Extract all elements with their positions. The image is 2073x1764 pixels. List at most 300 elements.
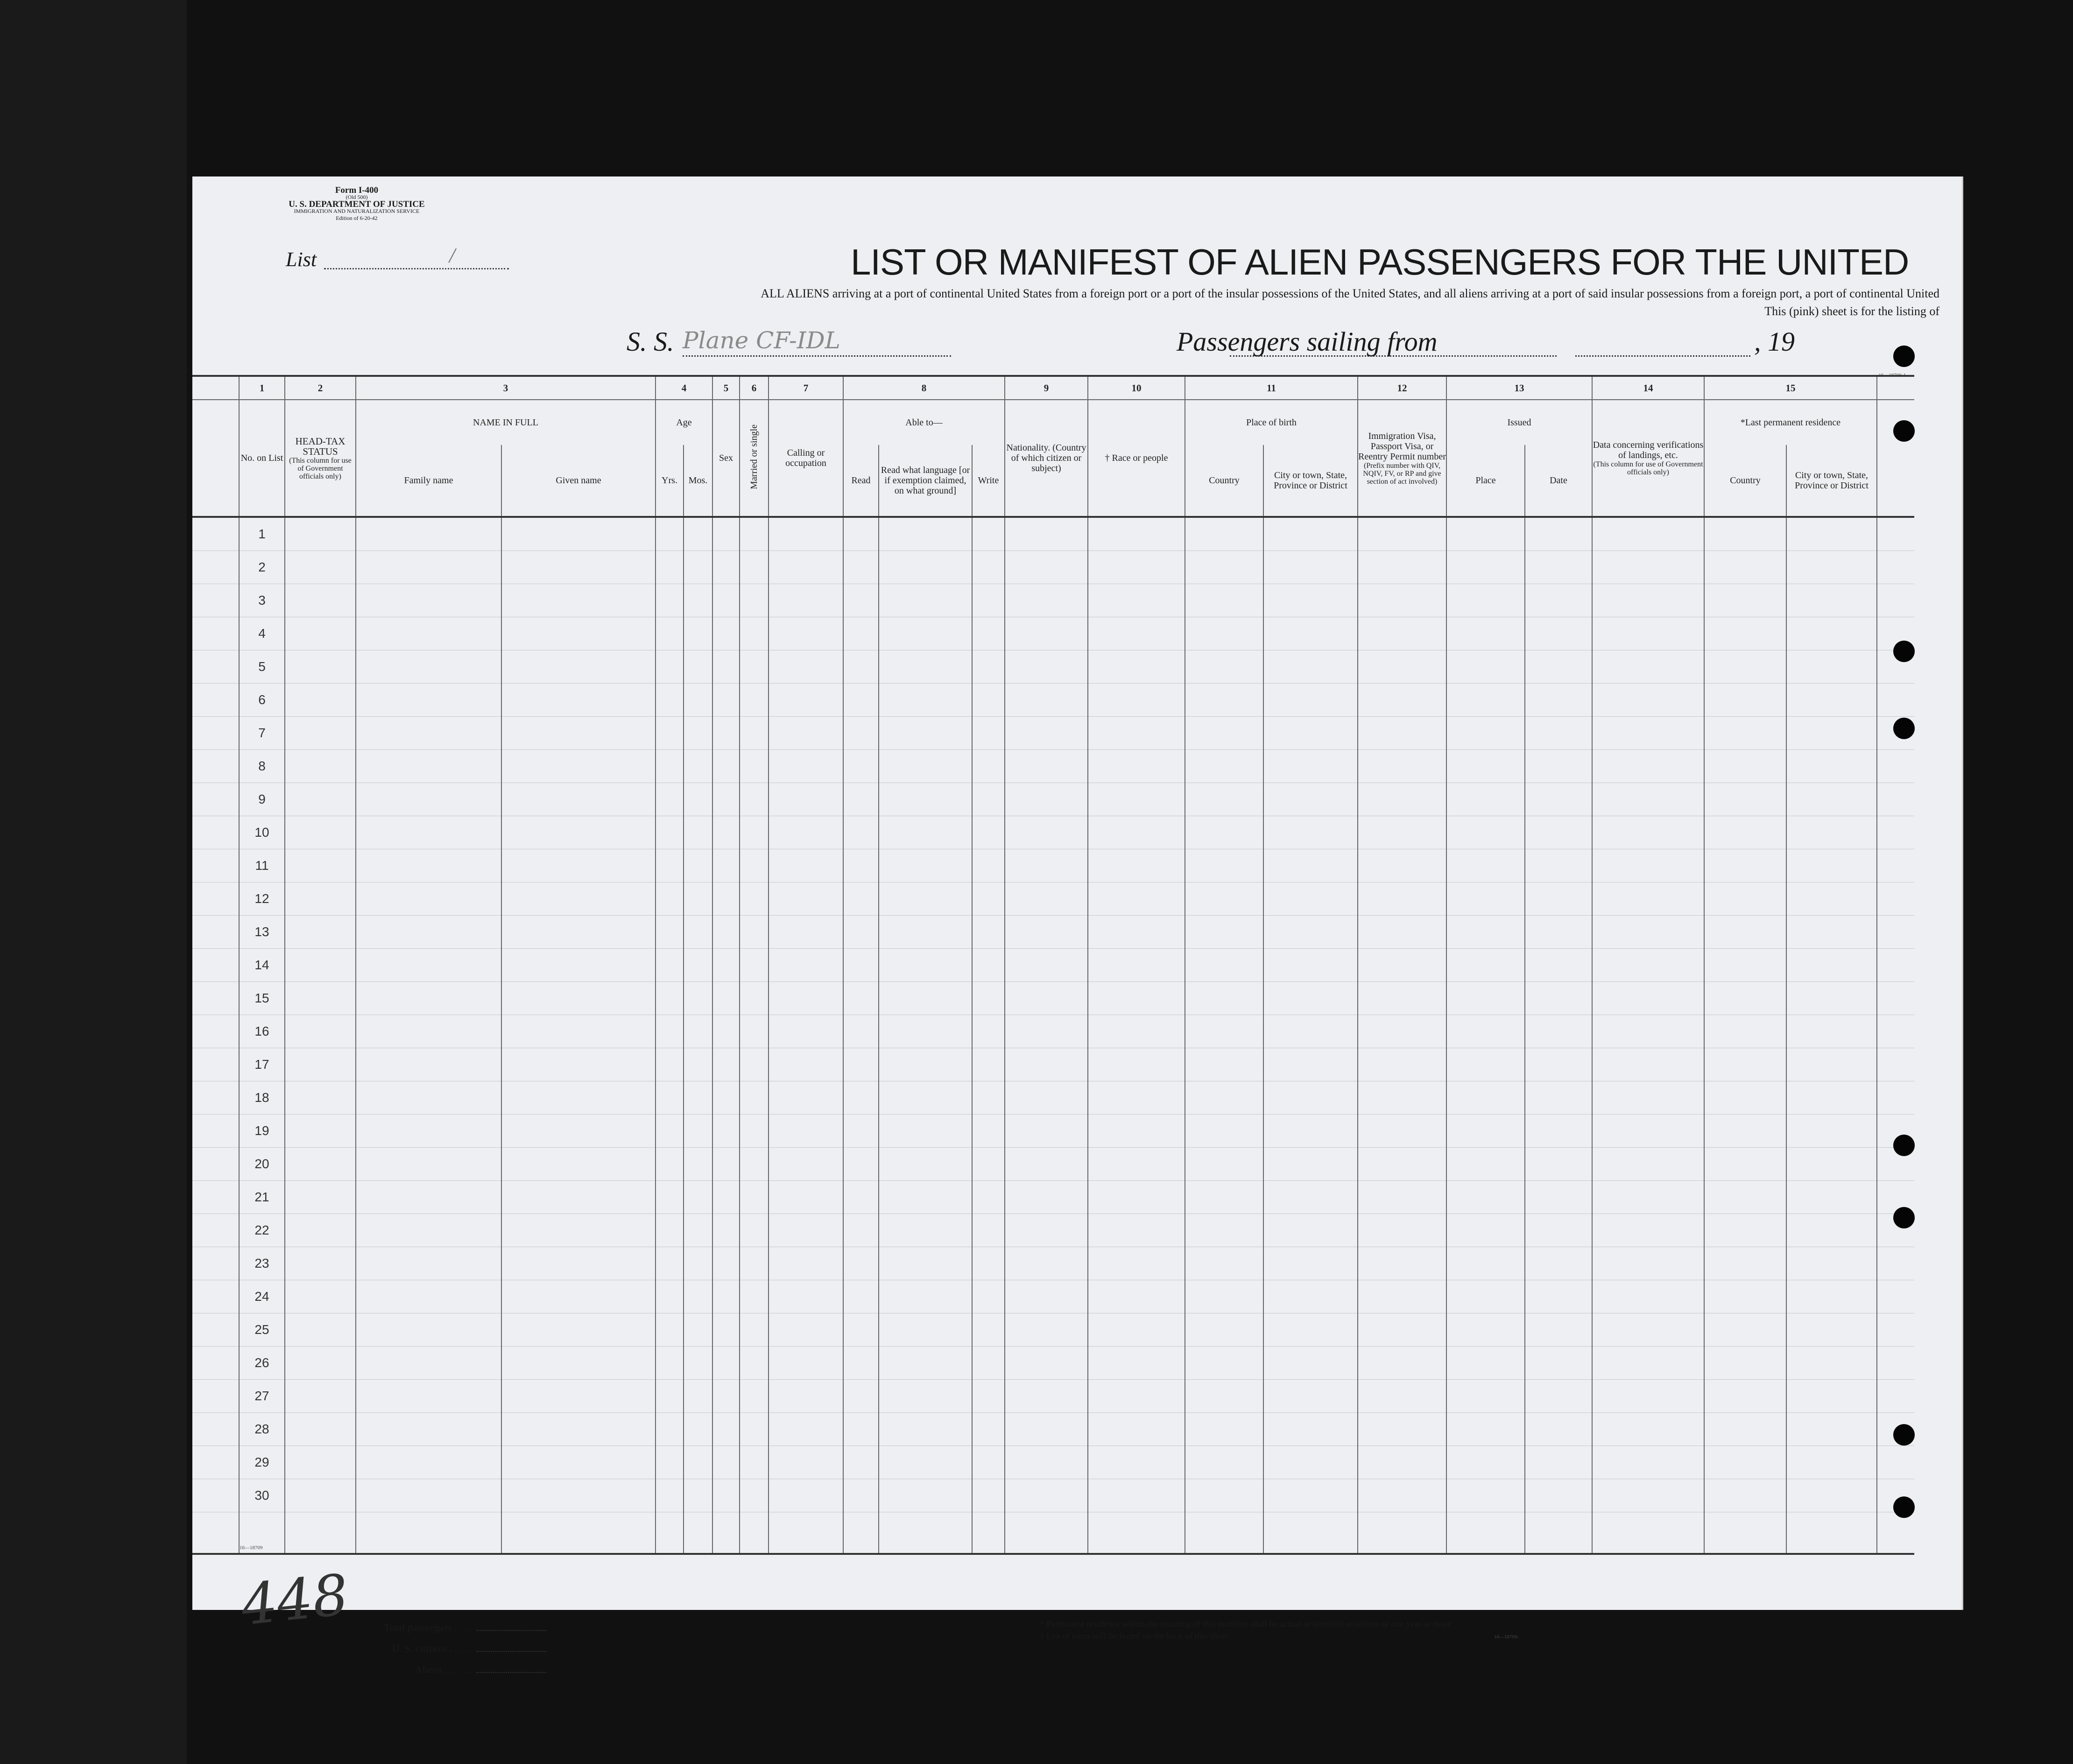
table-cell[interactable] (1525, 750, 1592, 783)
table-cell[interactable] (1358, 1280, 1446, 1313)
table-cell[interactable] (972, 1413, 1005, 1446)
table-cell[interactable] (1263, 1214, 1358, 1247)
table-cell[interactable] (712, 816, 740, 849)
table-cell[interactable] (972, 584, 1005, 617)
table-cell[interactable] (501, 1479, 656, 1512)
table-cell[interactable] (740, 584, 769, 617)
table-cell[interactable] (843, 750, 879, 783)
table-cell[interactable] (1525, 617, 1592, 650)
table-cell[interactable] (1786, 1015, 1877, 1048)
table-cell[interactable] (879, 1280, 972, 1313)
table-cell[interactable] (1088, 1148, 1185, 1181)
table-cell[interactable] (1185, 916, 1263, 949)
table-cell[interactable] (1088, 584, 1185, 617)
table-cell[interactable] (972, 1148, 1005, 1181)
table-cell[interactable] (879, 783, 972, 816)
table-cell[interactable] (740, 717, 769, 750)
table-cell[interactable] (1185, 882, 1263, 916)
table-cell[interactable] (1185, 617, 1263, 650)
table-cell[interactable] (1185, 1048, 1263, 1081)
table-cell[interactable] (1185, 1446, 1263, 1479)
table-cell[interactable] (1358, 584, 1446, 617)
table-cell[interactable] (740, 1081, 769, 1115)
table-cell[interactable] (879, 1015, 972, 1048)
table-cell[interactable] (285, 1081, 356, 1115)
table-cell[interactable] (656, 1380, 684, 1413)
table-cell[interactable] (769, 882, 843, 916)
table-cell[interactable] (843, 551, 879, 584)
table-cell[interactable] (1446, 1413, 1525, 1446)
table-cell[interactable] (656, 916, 684, 949)
table-cell[interactable] (1525, 816, 1592, 849)
table-cell[interactable] (712, 1413, 740, 1446)
table-cell[interactable] (769, 1380, 843, 1413)
table-cell[interactable] (656, 816, 684, 849)
table-cell[interactable] (1704, 849, 1786, 882)
table-cell[interactable] (843, 650, 879, 684)
table-cell[interactable] (879, 1148, 972, 1181)
table-cell[interactable] (684, 1446, 712, 1479)
table-cell[interactable] (684, 882, 712, 916)
table-cell[interactable] (501, 1313, 656, 1347)
table-cell[interactable] (740, 617, 769, 650)
table-cell[interactable] (972, 1479, 1005, 1512)
table-cell[interactable] (1263, 849, 1358, 882)
table-cell[interactable] (501, 1148, 656, 1181)
table-cell[interactable] (740, 1413, 769, 1446)
table-cell[interactable] (1185, 1479, 1263, 1512)
table-cell[interactable] (1263, 551, 1358, 584)
table-cell[interactable] (1358, 982, 1446, 1015)
table-cell[interactable] (1786, 1446, 1877, 1479)
table-cell[interactable] (684, 750, 712, 783)
table-cell[interactable] (501, 717, 656, 750)
table-cell[interactable] (1263, 717, 1358, 750)
table-cell[interactable] (843, 849, 879, 882)
table-cell[interactable] (843, 1380, 879, 1413)
table-cell[interactable] (769, 1214, 843, 1247)
table-cell[interactable] (879, 1313, 972, 1347)
table-cell[interactable] (1704, 1081, 1786, 1115)
table-cell[interactable] (1786, 650, 1877, 684)
table-cell[interactable] (972, 1247, 1005, 1280)
table-cell[interactable] (1358, 783, 1446, 816)
table-cell[interactable] (972, 717, 1005, 750)
table-cell[interactable] (843, 1081, 879, 1115)
table-cell[interactable] (1704, 750, 1786, 783)
table-cell[interactable] (843, 1313, 879, 1347)
table-cell[interactable] (501, 816, 656, 849)
table-cell[interactable] (1088, 650, 1185, 684)
table-cell[interactable] (843, 584, 879, 617)
table-cell[interactable] (769, 1115, 843, 1148)
table-cell[interactable] (1704, 1280, 1786, 1313)
table-cell[interactable] (1263, 1479, 1358, 1512)
table-cell[interactable] (656, 949, 684, 982)
table-cell[interactable] (1592, 750, 1704, 783)
table-cell[interactable] (285, 650, 356, 684)
table-cell[interactable] (1786, 1181, 1877, 1214)
table-cell[interactable] (285, 1280, 356, 1313)
table-cell[interactable] (879, 1479, 972, 1512)
table-cell[interactable] (712, 849, 740, 882)
table-cell[interactable] (1005, 982, 1088, 1015)
table-cell[interactable] (972, 1214, 1005, 1247)
table-cell[interactable] (1592, 717, 1704, 750)
table-cell[interactable] (684, 1347, 712, 1380)
table-cell[interactable] (285, 551, 356, 584)
table-cell[interactable] (712, 1148, 740, 1181)
table-cell[interactable] (1185, 1081, 1263, 1115)
table-cell[interactable] (769, 916, 843, 949)
table-cell[interactable] (1005, 1347, 1088, 1380)
table-cell[interactable] (1185, 783, 1263, 816)
table-cell[interactable] (1263, 1081, 1358, 1115)
table-cell[interactable] (1704, 1347, 1786, 1380)
table-cell[interactable] (843, 1214, 879, 1247)
table-cell[interactable] (879, 1380, 972, 1413)
table-cell[interactable] (356, 584, 501, 617)
table-cell[interactable] (1005, 916, 1088, 949)
table-cell[interactable] (712, 517, 740, 551)
table-cell[interactable] (1525, 1347, 1592, 1380)
table-cell[interactable] (769, 650, 843, 684)
table-cell[interactable] (1592, 1048, 1704, 1081)
table-cell[interactable] (1263, 816, 1358, 849)
table-cell[interactable] (1525, 1181, 1592, 1214)
table-cell[interactable] (1263, 684, 1358, 717)
table-cell[interactable] (1592, 1148, 1704, 1181)
table-cell[interactable] (843, 1048, 879, 1081)
table-cell[interactable] (1088, 882, 1185, 916)
table-cell[interactable] (1704, 1181, 1786, 1214)
table-cell[interactable] (769, 1148, 843, 1181)
table-cell[interactable] (285, 584, 356, 617)
table-cell[interactable] (1786, 1347, 1877, 1380)
table-cell[interactable] (740, 1115, 769, 1148)
table-cell[interactable] (1525, 1413, 1592, 1446)
table-cell[interactable] (285, 1479, 356, 1512)
table-cell[interactable] (1088, 849, 1185, 882)
table-cell[interactable] (1525, 584, 1592, 617)
table-cell[interactable] (285, 1214, 356, 1247)
table-cell[interactable] (1592, 1247, 1704, 1280)
table-cell[interactable] (356, 1380, 501, 1413)
table-cell[interactable] (1005, 816, 1088, 849)
table-cell[interactable] (1786, 816, 1877, 849)
table-cell[interactable] (769, 1313, 843, 1347)
table-cell[interactable] (1088, 816, 1185, 849)
table-cell[interactable] (972, 1380, 1005, 1413)
table-cell[interactable] (1446, 1280, 1525, 1313)
table-cell[interactable] (1704, 650, 1786, 684)
table-cell[interactable] (1786, 1280, 1877, 1313)
table-cell[interactable] (972, 783, 1005, 816)
table-cell[interactable] (501, 1048, 656, 1081)
table-cell[interactable] (501, 1446, 656, 1479)
table-cell[interactable] (285, 982, 356, 1015)
table-cell[interactable] (1005, 1313, 1088, 1347)
table-cell[interactable] (1525, 882, 1592, 916)
table-cell[interactable] (1704, 1380, 1786, 1413)
table-cell[interactable] (1592, 1015, 1704, 1048)
table-cell[interactable] (1592, 1446, 1704, 1479)
table-cell[interactable] (656, 1181, 684, 1214)
table-cell[interactable] (1446, 617, 1525, 650)
table-cell[interactable] (843, 717, 879, 750)
table-cell[interactable] (1088, 1347, 1185, 1380)
table-cell[interactable] (684, 1214, 712, 1247)
table-cell[interactable] (356, 1347, 501, 1380)
table-cell[interactable] (1005, 551, 1088, 584)
table-cell[interactable] (1525, 1313, 1592, 1347)
table-cell[interactable] (656, 1313, 684, 1347)
table-cell[interactable] (1786, 617, 1877, 650)
table-cell[interactable] (1525, 1048, 1592, 1081)
table-cell[interactable] (1088, 1280, 1185, 1313)
table-cell[interactable] (1088, 1247, 1185, 1280)
table-cell[interactable] (740, 517, 769, 551)
table-cell[interactable] (1185, 1214, 1263, 1247)
table-cell[interactable] (843, 1015, 879, 1048)
table-cell[interactable] (769, 1015, 843, 1048)
table-cell[interactable] (843, 1181, 879, 1214)
table-cell[interactable] (501, 1015, 656, 1048)
table-cell[interactable] (1185, 1280, 1263, 1313)
table-cell[interactable] (656, 882, 684, 916)
table-cell[interactable] (1358, 916, 1446, 949)
table-cell[interactable] (1185, 1148, 1263, 1181)
table-cell[interactable] (879, 849, 972, 882)
table-cell[interactable] (1263, 1247, 1358, 1280)
table-cell[interactable] (712, 684, 740, 717)
table-cell[interactable] (1358, 517, 1446, 551)
table-cell[interactable] (1704, 1313, 1786, 1347)
table-cell[interactable] (684, 1148, 712, 1181)
table-cell[interactable] (1704, 1446, 1786, 1479)
table-cell[interactable] (684, 1380, 712, 1413)
table-cell[interactable] (712, 717, 740, 750)
table-cell[interactable] (1592, 684, 1704, 717)
table-cell[interactable] (712, 1048, 740, 1081)
table-cell[interactable] (712, 551, 740, 584)
table-cell[interactable] (656, 551, 684, 584)
table-cell[interactable] (1592, 1081, 1704, 1115)
table-cell[interactable] (740, 1015, 769, 1048)
table-cell[interactable] (879, 1214, 972, 1247)
table-cell[interactable] (356, 650, 501, 684)
table-cell[interactable] (1525, 1479, 1592, 1512)
table-cell[interactable] (1525, 1015, 1592, 1048)
table-cell[interactable] (1005, 517, 1088, 551)
table-cell[interactable] (356, 949, 501, 982)
table-cell[interactable] (684, 617, 712, 650)
table-cell[interactable] (879, 717, 972, 750)
table-cell[interactable] (1358, 1015, 1446, 1048)
table-cell[interactable] (501, 750, 656, 783)
table-cell[interactable] (1525, 849, 1592, 882)
table-cell[interactable] (1185, 517, 1263, 551)
table-cell[interactable] (1786, 949, 1877, 982)
table-cell[interactable] (1088, 1380, 1185, 1413)
table-cell[interactable] (656, 1148, 684, 1181)
table-cell[interactable] (1263, 517, 1358, 551)
table-cell[interactable] (740, 1048, 769, 1081)
table-cell[interactable] (1263, 1148, 1358, 1181)
table-cell[interactable] (972, 1015, 1005, 1048)
table-cell[interactable] (656, 1280, 684, 1313)
table-cell[interactable] (1088, 1214, 1185, 1247)
table-cell[interactable] (656, 617, 684, 650)
table-cell[interactable] (1592, 1313, 1704, 1347)
table-cell[interactable] (1005, 1214, 1088, 1247)
table-cell[interactable] (501, 1115, 656, 1148)
table-cell[interactable] (879, 1081, 972, 1115)
table-cell[interactable] (356, 916, 501, 949)
table-cell[interactable] (769, 1280, 843, 1313)
table-cell[interactable] (769, 949, 843, 982)
table-cell[interactable] (656, 1081, 684, 1115)
table-cell[interactable] (769, 1081, 843, 1115)
table-cell[interactable] (285, 849, 356, 882)
table-cell[interactable] (656, 717, 684, 750)
table-cell[interactable] (1446, 1048, 1525, 1081)
table-cell[interactable] (285, 949, 356, 982)
table-cell[interactable] (769, 1247, 843, 1280)
table-cell[interactable] (1592, 949, 1704, 982)
table-cell[interactable] (1592, 1181, 1704, 1214)
table-cell[interactable] (1704, 1115, 1786, 1148)
table-cell[interactable] (1592, 551, 1704, 584)
table-cell[interactable] (843, 1479, 879, 1512)
table-cell[interactable] (656, 517, 684, 551)
table-cell[interactable] (843, 1247, 879, 1280)
table-cell[interactable] (501, 517, 656, 551)
table-cell[interactable] (285, 1313, 356, 1347)
table-cell[interactable] (972, 882, 1005, 916)
table-cell[interactable] (769, 816, 843, 849)
table-cell[interactable] (712, 1181, 740, 1214)
table-cell[interactable] (1704, 684, 1786, 717)
table-cell[interactable] (769, 1181, 843, 1214)
table-cell[interactable] (1088, 1015, 1185, 1048)
table-cell[interactable] (684, 949, 712, 982)
table-cell[interactable] (501, 1247, 656, 1280)
table-cell[interactable] (1446, 1181, 1525, 1214)
table-cell[interactable] (1358, 949, 1446, 982)
table-cell[interactable] (972, 849, 1005, 882)
table-cell[interactable] (843, 982, 879, 1015)
table-cell[interactable] (879, 517, 972, 551)
table-cell[interactable] (1704, 882, 1786, 916)
table-cell[interactable] (1088, 1048, 1185, 1081)
table-cell[interactable] (1263, 1380, 1358, 1413)
table-cell[interactable] (879, 650, 972, 684)
table-cell[interactable] (285, 1048, 356, 1081)
table-cell[interactable] (712, 1347, 740, 1380)
table-cell[interactable] (1358, 1446, 1446, 1479)
table-cell[interactable] (1358, 551, 1446, 584)
table-cell[interactable] (1525, 1214, 1592, 1247)
table-cell[interactable] (285, 1115, 356, 1148)
table-cell[interactable] (740, 750, 769, 783)
table-cell[interactable] (1446, 1313, 1525, 1347)
table-cell[interactable] (1088, 982, 1185, 1015)
table-cell[interactable] (1358, 1181, 1446, 1214)
table-cell[interactable] (356, 750, 501, 783)
table-cell[interactable] (356, 1280, 501, 1313)
table-cell[interactable] (1446, 1479, 1525, 1512)
table-cell[interactable] (1005, 650, 1088, 684)
table-cell[interactable] (1185, 1347, 1263, 1380)
table-cell[interactable] (1185, 1115, 1263, 1148)
table-cell[interactable] (843, 1446, 879, 1479)
table-cell[interactable] (1005, 783, 1088, 816)
table-cell[interactable] (1525, 783, 1592, 816)
table-cell[interactable] (769, 584, 843, 617)
table-cell[interactable] (1786, 1148, 1877, 1181)
table-cell[interactable] (1358, 1479, 1446, 1512)
table-cell[interactable] (656, 1347, 684, 1380)
table-cell[interactable] (712, 1015, 740, 1048)
table-cell[interactable] (1263, 1181, 1358, 1214)
table-cell[interactable] (1446, 684, 1525, 717)
table-cell[interactable] (740, 1380, 769, 1413)
table-cell[interactable] (769, 849, 843, 882)
table-cell[interactable] (684, 1081, 712, 1115)
table-cell[interactable] (740, 982, 769, 1015)
table-cell[interactable] (501, 783, 656, 816)
table-cell[interactable] (1185, 684, 1263, 717)
table-cell[interactable] (1525, 949, 1592, 982)
table-cell[interactable] (1592, 1380, 1704, 1413)
table-cell[interactable] (684, 684, 712, 717)
table-cell[interactable] (879, 1048, 972, 1081)
table-cell[interactable] (656, 1247, 684, 1280)
table-cell[interactable] (972, 1446, 1005, 1479)
table-cell[interactable] (1358, 650, 1446, 684)
table-cell[interactable] (843, 816, 879, 849)
table-cell[interactable] (843, 617, 879, 650)
table-cell[interactable] (1358, 684, 1446, 717)
table-cell[interactable] (1358, 617, 1446, 650)
table-cell[interactable] (879, 1413, 972, 1446)
table-cell[interactable] (1005, 584, 1088, 617)
table-cell[interactable] (501, 1081, 656, 1115)
table-cell[interactable] (656, 750, 684, 783)
table-cell[interactable] (1704, 551, 1786, 584)
table-cell[interactable] (356, 783, 501, 816)
table-cell[interactable] (1088, 1479, 1185, 1512)
table-cell[interactable] (1005, 717, 1088, 750)
table-cell[interactable] (1525, 551, 1592, 584)
table-cell[interactable] (712, 949, 740, 982)
table-cell[interactable] (1088, 783, 1185, 816)
table-cell[interactable] (972, 1347, 1005, 1380)
table-cell[interactable] (1786, 750, 1877, 783)
table-cell[interactable] (1185, 750, 1263, 783)
table-cell[interactable] (1088, 1446, 1185, 1479)
table-cell[interactable] (740, 1247, 769, 1280)
table-cell[interactable] (740, 551, 769, 584)
table-cell[interactable] (769, 982, 843, 1015)
table-cell[interactable] (1358, 717, 1446, 750)
table-cell[interactable] (1446, 1015, 1525, 1048)
table-cell[interactable] (1786, 517, 1877, 551)
table-cell[interactable] (879, 684, 972, 717)
table-cell[interactable] (1786, 1313, 1877, 1347)
table-cell[interactable] (740, 1148, 769, 1181)
